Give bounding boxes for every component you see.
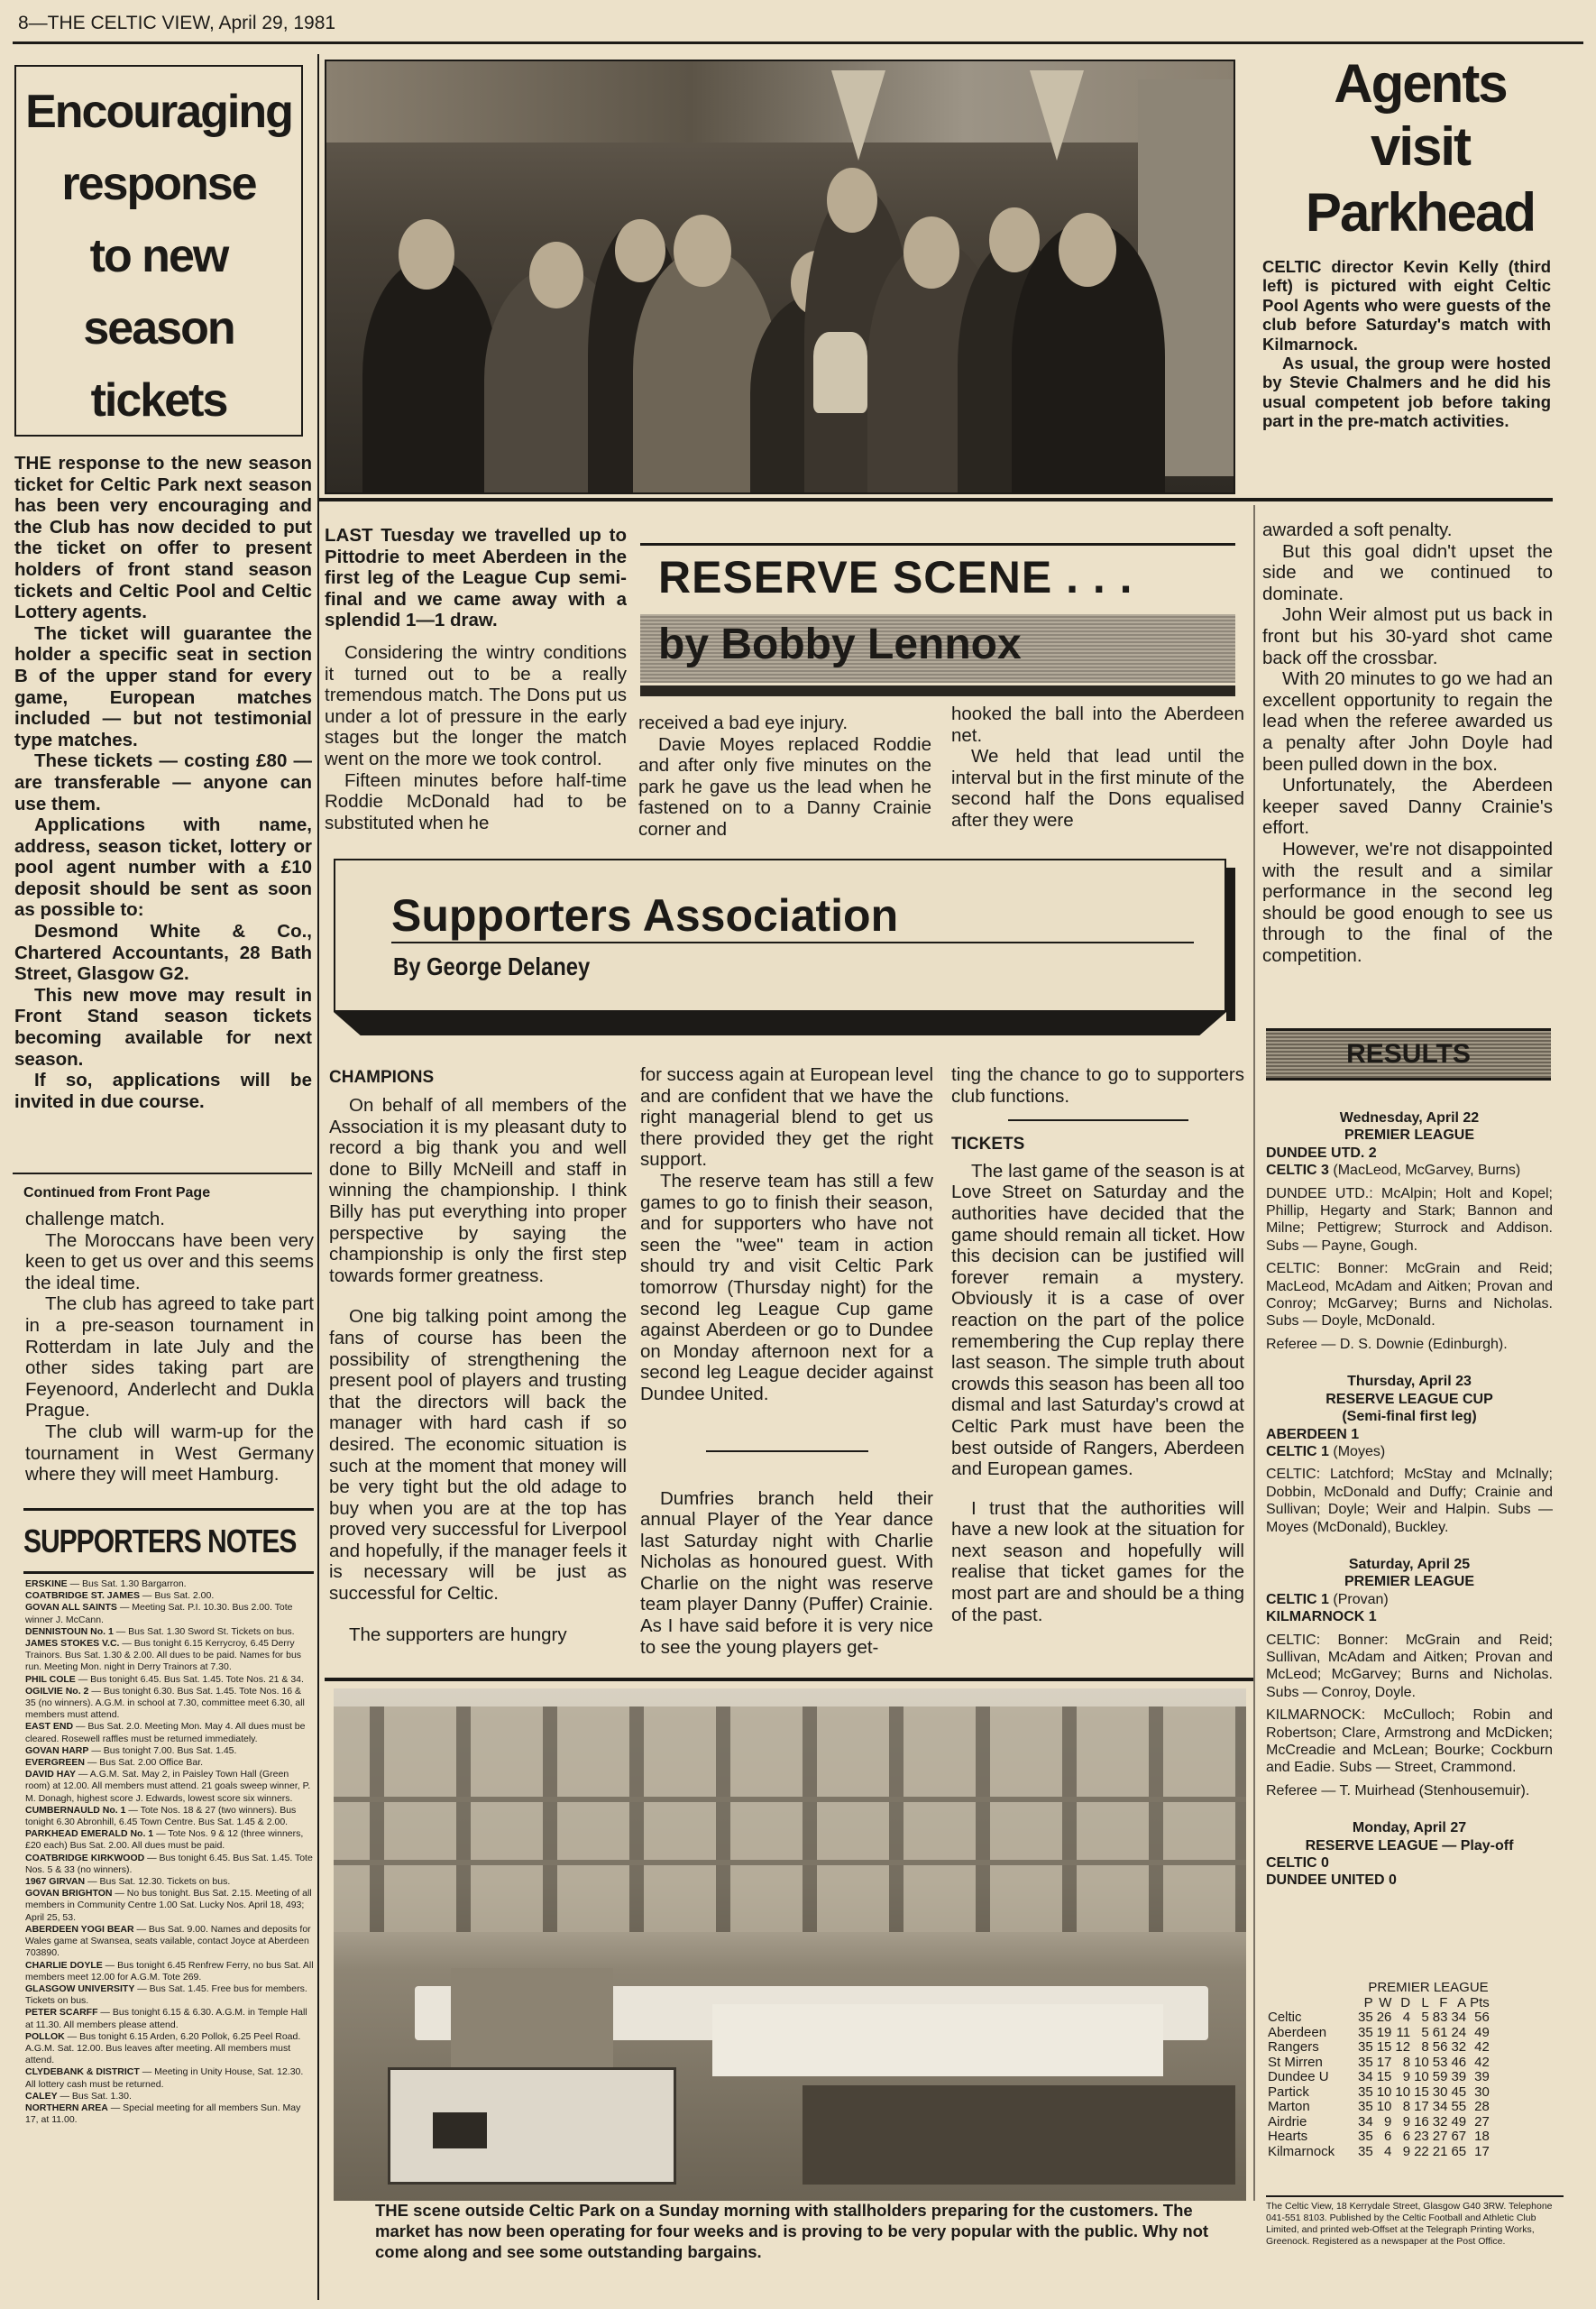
league-table-cell: 27 <box>1432 2129 1448 2144</box>
league-table-cell: 42 <box>1474 2054 1490 2070</box>
league-table-team: Marton <box>1268 2099 1310 2114</box>
league-table-cell: 10 <box>1376 2084 1392 2100</box>
table-row <box>1266 2145 1491 2160</box>
supporters-note-branch: NORTHERN AREA <box>25 2102 108 2113</box>
tickets-headline-5: tickets <box>90 374 227 427</box>
tickets-para: THE response to the new season ticket for Celtic Park next season has been very encouraging and the Club has now decided to put the ticket on offer to present holders of front stand season tickets and Celtic Pool and Celtic Lottery agents. <box>14 453 312 623</box>
league-table-cell: 19 <box>1376 2024 1392 2040</box>
result-line: CELTIC 3 (MacLeod, McGarvey, Burns) <box>1266 1163 1521 1179</box>
table-row <box>1266 2010 1491 2026</box>
league-table-cell: 35 <box>1358 2010 1373 2025</box>
league-table-cell: 6 <box>1402 2129 1411 2144</box>
league-table-col-header: A <box>1457 1994 1467 2010</box>
supporters-note-item <box>25 1924 314 1960</box>
table-row <box>1266 2056 1491 2071</box>
result-line: CELTIC 0 <box>1266 1855 1329 1872</box>
league-table-cell: 34 <box>1358 2113 1373 2130</box>
supporters-note-text: — Bus tonight 6.45. Bus Sat. 1.45. Tote Nos. 5 & 33 (no winners). <box>25 1852 313 1875</box>
result-competition: RESERVE LEAGUE — Play-off <box>1305 1837 1514 1854</box>
supporters-notes-list <box>25 1578 314 2300</box>
tickets-headline-2: response <box>61 158 256 210</box>
agents-headline <box>1255 52 1585 260</box>
reserve-para: Davie Moyes replaced Roddie and after only five minutes on the park he gave us the lead when he fastened on to a Danny Crainie corner and <box>638 733 931 840</box>
league-table-cell: 12 <box>1395 2039 1411 2055</box>
agents-para: As usual, the group were hosted by Stevie Chalmers and he did his usual competent job before taking part in the pre-match activities. <box>1262 354 1551 431</box>
supporters-assoc-banner <box>334 859 1235 1048</box>
league-table-cell: 6 <box>1384 2129 1392 2144</box>
supporters-note-text: — Bus Sat. 9.00. Names and deposits for Wales game at Swansea, seats vailable, contact Joyce at Aberdeen 703890. <box>25 1923 311 1959</box>
supporters-note-text: — Bus tonight 6.15 Kerrycroy, 6.45 Derry Trainors. Bus Sat. 1.30 & 2.00. All dues to be paid. Names for bus run. Meeting Mon. night in Derry Trainors at 7.30. <box>25 1638 302 1673</box>
league-table-cell: 8 <box>1421 2039 1429 2055</box>
league-table-team: Hearts <box>1268 2129 1308 2144</box>
agents-photo <box>325 60 1235 494</box>
supporters-note-text: — Bus tonight 7.00. Bus Sat. 1.45. <box>88 1744 237 1756</box>
result-line: CELTIC 1 (Provan) <box>1266 1591 1389 1607</box>
league-table-cell: 22 <box>1414 2143 1429 2159</box>
league-table-cell: 59 <box>1432 2069 1448 2084</box>
supporters-assoc-title: Supporters Association <box>391 890 899 941</box>
table-row <box>1266 2100 1491 2115</box>
col-rule-right <box>1253 505 1255 2201</box>
supporters-note-branch: CLYDEBANK & DISTRICT <box>25 2066 140 2078</box>
supporters-note-branch: DENNISTOUN No. 1 <box>25 1625 114 1637</box>
supporters-note-text: — Bus Sat. 1.45. Free bus for members. Tickets on bus. <box>25 1982 307 2007</box>
sa-para: for success again at European level and are confident that we have the right managerial blend to get us there provided they get the right support. <box>640 1064 933 1171</box>
supporters-note-branch: EVERGREEN <box>25 1757 85 1769</box>
league-table-cell: 35 <box>1358 2024 1373 2040</box>
league-table-cell: 55 <box>1451 2099 1467 2114</box>
masthead-rule <box>13 41 1583 44</box>
supporters-note-item <box>25 2066 314 2090</box>
supporters-note-branch: PETER SCARFF <box>25 2007 98 2019</box>
league-table-cell: 24 <box>1451 2024 1467 2040</box>
reserve-para: Considering the wintry conditions it turned out to be a really tremendous match. The Dons put us under a lot of pressure in the early stages but the longer the match went on the more we took control. <box>325 642 627 769</box>
league-table-cell: 17 <box>1474 2143 1490 2159</box>
league-table-cell: 30 <box>1432 2084 1448 2100</box>
results-list <box>1266 1109 1553 1984</box>
league-table-team: Rangers <box>1268 2039 1319 2055</box>
league-table-cell: 17 <box>1414 2099 1429 2114</box>
result-line: KILMARNOCK: McCulloch; Robin and Robertson; Clare, Armstrong and McDicken; McCreadie and McLean; Bourke; Cockburn and Eadie. Subs — Street, Crammond. <box>1266 1707 1553 1776</box>
tickets-headline-4: season <box>83 302 234 354</box>
table-row <box>1266 2085 1491 2101</box>
supporters-note-item <box>25 1626 314 1638</box>
tickets-para: This new move may result in Front Stand season tickets becoming available for next season. <box>14 984 312 1070</box>
supporters-note-text: — Bus Sat. 2.0. Meeting Mon. May 4. All dues must be cleared. Rosewell raffles must be returned immediately. <box>25 1721 306 1744</box>
league-table-team: Airdrie <box>1268 2113 1307 2130</box>
league-table-cell: 11 <box>1396 2024 1411 2040</box>
supporters-note-branch: OGILVIE No. 2 <box>25 1685 89 1697</box>
league-table-cell: 35 <box>1358 2084 1373 2100</box>
league-table-cell: 26 <box>1376 2010 1392 2025</box>
league-table-col-header: L <box>1421 1994 1429 2010</box>
supporters-note-item <box>25 1888 314 1924</box>
supporters-note-text: — Bus Sat. 1.30. <box>57 2090 132 2102</box>
sa-para: Dumfries branch held their annual Player of the Year dance last Saturday night with Charlie Nicholas as honoured guest. With Charlie on the night was reserve team player Danny (Puffer) Crainie. As I have said before it is very nice to see the young players get- <box>640 1487 933 1658</box>
supporters-note-text: — Tote Nos. 18 & 27 (two winners). Bus tonight 6.30 Abronhill, 6.45 Town Centre. Bus Sat. 1.45 & 2.00. <box>25 1804 297 1828</box>
photo-under-rule <box>317 498 1553 501</box>
tickets-heading: TICKETS <box>951 1135 1025 1154</box>
league-table <box>1266 1981 1564 2175</box>
supporters-note-text: — Bus tonight 6.45. Bus Sat. 1.45. Tote Nos. 21 & 34. <box>75 1673 304 1685</box>
league-table-cell: 65 <box>1451 2143 1467 2159</box>
supporters-note-text: — Meeting Sat. P.I. 10.30. Bus 2.00. Tote winner J. McCann. <box>25 1602 293 1625</box>
sa-para: ting the chance to go to supporters club functions. <box>951 1064 1244 1107</box>
league-table-cell: 15 <box>1376 2069 1392 2084</box>
league-table-cell: 49 <box>1451 2113 1467 2130</box>
league-table-cell: 32 <box>1451 2039 1467 2055</box>
supporters-note-text: — Bus tonight 6.15 Arden, 6.20 Pollok, 6.25 Peel Road. A.G.M. Sat. 12.00. Bus leaves after meeting. All members must attend. <box>25 2030 301 2066</box>
supporters-note-item <box>25 1638 314 1674</box>
result-competition: PREMIER LEAGUE <box>1344 1574 1474 1590</box>
champions-heading: CHAMPIONS <box>329 1068 435 1087</box>
league-table-cell: 5 <box>1421 2010 1429 2025</box>
reserve-scene-byline: by Bobby Lennox <box>658 621 1022 668</box>
league-table-col-header: P <box>1363 1994 1373 2010</box>
reserve-para: awarded a soft penalty. <box>1262 520 1453 540</box>
reserve-col1 <box>325 642 627 848</box>
reserve-col2 <box>638 713 931 848</box>
league-table-cell: 18 <box>1474 2129 1490 2144</box>
league-table-cell: 61 <box>1432 2024 1448 2040</box>
continued-para: The club will warm-up for the tournament in West Germany where they will meet Hamburg. <box>25 1421 314 1486</box>
supporters-note-text: — Tote Nos. 9 & 12 (three winners, £20 each) Bus Sat. 2.00. All dues must be paid. <box>25 1828 304 1852</box>
league-table-cell: 4 <box>1402 2010 1411 2025</box>
league-table-cell: 16 <box>1414 2113 1429 2130</box>
league-table-col-header: D <box>1400 1994 1411 2010</box>
supporters-note-text: — Special meeting for all members Sun. May 17, at 11.00. <box>25 2102 301 2126</box>
league-table-cell: 21 <box>1432 2143 1448 2159</box>
result-line: ABERDEEN 1 <box>1266 1426 1360 1442</box>
result-date: Saturday, April 25 <box>1348 1556 1471 1572</box>
reserve-col4 <box>1262 520 1553 1007</box>
agents-headline-3: Parkhead <box>1305 182 1536 243</box>
tickets-para: If so, applications will be invited in due course. <box>14 1070 312 1112</box>
market-photo <box>334 1688 1246 2201</box>
supporters-note-item <box>25 1805 314 1828</box>
supporters-note-branch: POLLOK <box>25 2030 65 2042</box>
reserve-col3 <box>951 704 1244 848</box>
reserve-para: With 20 minutes to go we had an excellent opportunity to regain the lead when the referee awarded us a penalty after John Doyle had been pulled down in the box. <box>1262 668 1553 775</box>
supporters-assoc-byline: By George Delaney <box>393 952 591 980</box>
supporters-note-branch: CUMBERNAULD No. 1 <box>25 1804 126 1816</box>
continued-para: The Moroccans have been very keen to get us over and this seems the ideal time. <box>25 1229 314 1293</box>
league-table-cell: 56 <box>1474 2010 1490 2025</box>
league-table-cell: 9 <box>1402 2143 1411 2159</box>
tickets-headline-1: Encouraging <box>25 86 292 138</box>
tickets-headline-box <box>14 65 303 437</box>
league-table-cell: 17 <box>1376 2054 1392 2070</box>
market-rule <box>325 1678 1253 1681</box>
left-divider <box>13 1173 312 1174</box>
result-line: Referee — D. S. Downie (Edinburgh). <box>1266 1336 1508 1352</box>
reserve-para: hooked the ball into the Aberdeen net. <box>951 704 1244 746</box>
sa-col2 <box>640 1064 933 1678</box>
league-table-cell: 49 <box>1474 2024 1490 2040</box>
result-line: KILMARNOCK 1 <box>1266 1609 1377 1625</box>
supporters-note-text: — Bus tonight 6.30. Bus Sat. 1.45. Tote Nos. 16 & 35 (no winners). A.G.M. in school at 7.30, committee meet 6.30, all members must attend. <box>25 1685 305 1721</box>
col-rule-left <box>317 54 319 2300</box>
supporters-note-item <box>25 1602 314 1625</box>
supporters-note-text: — Bus tonight 6.15 & 6.30. A.G.M. in Temple Hall at 11.30. All members please attend. <box>25 2007 307 2030</box>
league-table-team: Dundee U <box>1268 2069 1329 2084</box>
supporters-note-branch: 1967 GIRVAN <box>25 1876 86 1888</box>
league-table-cell: 27 <box>1474 2113 1490 2130</box>
league-table-cell: 34 <box>1451 2010 1467 2025</box>
reserve-para: We held that lead until the interval but in the first minute of the second half the Dons equalised after they were <box>951 746 1244 831</box>
league-table-team: Partick <box>1268 2084 1309 2100</box>
result-block <box>1266 1819 1553 1890</box>
supporters-note-branch: GOVAN HARP <box>25 1744 89 1756</box>
result-competition: PREMIER LEAGUE <box>1344 1127 1474 1144</box>
supporters-note-branch: ABERDEEN YOGI BEAR <box>25 1923 134 1935</box>
notes-rule-mid <box>23 1571 314 1574</box>
reserve-para: John Weir almost put us back in front but his 30-yard shot came back off the crossbar. <box>1262 604 1553 668</box>
supporters-note-item <box>25 1853 314 1876</box>
supporters-note-branch: CALEY <box>25 2090 58 2102</box>
league-table-cell: 9 <box>1384 2113 1392 2130</box>
table-row <box>1266 2040 1491 2056</box>
league-table-cell: 30 <box>1474 2084 1490 2100</box>
table-row <box>1266 2026 1491 2041</box>
agents-headline-1: Agents <box>1334 53 1507 114</box>
supporters-note-item <box>25 1590 314 1602</box>
league-table-grid <box>1266 1996 1491 2160</box>
continued-label: Continued from Front Page <box>23 1185 211 1200</box>
reserve-para: But this goal didn't upset the side and we continued to dominate. <box>1262 540 1553 604</box>
table-row <box>1266 2070 1491 2085</box>
league-table-cell: 9 <box>1402 2069 1411 2084</box>
result-date: Monday, April 27 <box>1352 1820 1467 1836</box>
tickets-headline-3: to new <box>89 230 228 282</box>
supporters-note-branch: PARKHEAD EMERALD No. 1 <box>25 1828 154 1840</box>
supporters-note-item <box>25 1674 314 1686</box>
result-date: Wednesday, April 22 <box>1339 1110 1480 1126</box>
result-block <box>1266 1556 1553 1799</box>
supporters-note-text: — Bus tonight 6.45 Renfrew Ferry, no bus Sat. All members meet 12.00 for A.G.M. Tote 269. <box>25 1959 314 1982</box>
league-table-cell: 53 <box>1432 2054 1448 2070</box>
agents-headline-2: visit <box>1370 116 1471 177</box>
league-table-cell: 8 <box>1402 2054 1411 2070</box>
league-table-cell: 67 <box>1451 2129 1467 2144</box>
league-table-cell: 10 <box>1414 2054 1429 2070</box>
supporters-note-item <box>25 1757 314 1769</box>
result-line: Referee — T. Muirhead (Stenhousemuir). <box>1266 1782 1530 1798</box>
reserve-para: Fifteen minutes before half-time Roddie McDonald had to be substituted when he <box>325 769 627 833</box>
reserve-para: Unfortunately, the Aberdeen keeper saved Danny Crainie's effort. <box>1262 775 1553 839</box>
supporters-note-item <box>25 1876 314 1888</box>
sa-para: The supporters are hungry <box>349 1624 567 1645</box>
supporters-note-item <box>25 2007 314 2030</box>
continued-body <box>25 1209 314 1497</box>
table-row <box>1266 2115 1491 2130</box>
supporters-note-item <box>25 1578 314 1590</box>
league-table-cell: 5 <box>1421 2024 1429 2040</box>
result-line: CELTIC: Latchford; McStay and McInally; Dobbin, McDonald and Duffy; Crainie and Sullivan; Doyle; Weir and Halpin. Subs — Moyes (McDonald), Buckley. <box>1266 1467 1553 1535</box>
reserve-lead: LAST Tuesday we travelled up to Pittodrie to meet Aberdeen in the first leg of the League Cup semi-final and we came away with a splendid 1—1 draw. <box>325 525 627 631</box>
league-table-cell: 15 <box>1414 2084 1429 2100</box>
notes-rule-top <box>23 1508 314 1511</box>
result-line: DUNDEE UNITED 0 <box>1266 1872 1397 1889</box>
supporters-note-text: — No bus tonight. Bus Sat. 2.15. Meeting of all members in Community Centre 1.00 Sat. Lucky Nos. April 18, 493; April 25, 53. <box>25 1888 312 1923</box>
reserve-scene-banner <box>640 543 1235 696</box>
league-table-cell: 39 <box>1451 2069 1467 2084</box>
league-table-cell: 8 <box>1402 2099 1411 2114</box>
result-line: DUNDEE UTD.: McAlpin; Holt and Kopel; Phillip, Hegarty and Stark; Bannon and Milne; Pettigrew; Sturrock and Addison. Subs — Payne, Gough. <box>1266 1185 1553 1254</box>
result-block <box>1266 1109 1553 1353</box>
sa-para: The reserve team has still a few games to go to finish their season, and for supporters who have not seen the "wee" team in action should try and visit Celtic Park tomorrow (Thursday night) for the second leg League Cup game against Aberdeen or go to Dundee on Monday afternoon next for a second leg League decider against Dundee United. <box>640 1170 933 1404</box>
league-table-cell: 56 <box>1432 2039 1448 2055</box>
result-competition: RESERVE LEAGUE CUP <box>1325 1391 1493 1407</box>
league-table-cell: 35 <box>1358 2143 1373 2159</box>
imprint: The Celtic View, 18 Kerrydale Street, Glasgow G40 3RW. Telephone 041-551 8103. Published by the Celtic Football and Athletic Club Limited, and printed web-Offset at the Telegraph Printing Works, Greenock. Registered as a newspaper at the Post Office. <box>1266 2195 1564 2300</box>
league-table-col-header: F <box>1439 1994 1448 2010</box>
league-table-cell: 10 <box>1395 2084 1411 2100</box>
supporters-note-item <box>25 1983 314 2007</box>
supporters-note-item <box>25 1745 314 1757</box>
league-table-col-header: Pts <box>1470 1994 1490 2010</box>
supporters-note-text: — A.G.M. Sat. May 2, in Paisley Town Hall (Green room) at 12.00. All members must attend. 21 goals sweep winner, P. M. Donagh, highest score J. Edwards, lowest score six winners. <box>25 1769 311 1804</box>
supporters-note-text: — Meeting in Unity House, Sat. 12.30. All lottery cash must be returned. <box>25 2066 304 2090</box>
result-line: CELTIC: Bonner: McGrain and Reid; Sullivan, McAdam and Aitken; Provan and McLeod; McGarvey; Burns and Nicholas. Subs — Conroy, Doyle. <box>1266 1632 1553 1700</box>
continued-para: challenge match. <box>25 1209 165 1229</box>
tickets-para: Applications with name, address, season ticket, lottery or pool agent number with a £10 deposit should be sent as soon as possible to: <box>14 814 312 921</box>
agents-story-body <box>1262 257 1551 496</box>
reserve-para: However, we're not disappointed with the result and a similar performance in the second leg should be good enough to see us through to the final of the competition. <box>1262 838 1553 966</box>
league-table-title: PREMIER LEAGUE <box>1368 1981 1489 1995</box>
result-line: CELTIC 1 (Moyes) <box>1266 1443 1386 1459</box>
league-table-cell: 34 <box>1432 2099 1448 2114</box>
league-table-team: Aberdeen <box>1268 2024 1327 2040</box>
supporters-note-item <box>25 2091 314 2102</box>
league-table-cell: 23 <box>1414 2129 1429 2144</box>
league-table-cell: 10 <box>1376 2099 1392 2114</box>
league-table-team: St Mirren <box>1268 2054 1323 2070</box>
supporters-note-branch: CHARLIE DOYLE <box>25 1959 103 1971</box>
league-table-cell: 9 <box>1402 2113 1411 2130</box>
result-block <box>1266 1373 1553 1536</box>
league-table-cell: 42 <box>1474 2039 1490 2055</box>
reserve-para: received a bad eye injury. <box>638 713 848 733</box>
league-table-cell: 35 <box>1358 2054 1373 2070</box>
sa-col1 <box>329 1095 627 1681</box>
supporters-note-branch: COATBRIDGE ST. JAMES <box>25 1590 140 1602</box>
league-table-cell: 35 <box>1358 2129 1373 2144</box>
supporters-notes-title: SUPPORTERS NOTES <box>23 1524 297 1560</box>
league-table-cell: 32 <box>1432 2113 1448 2130</box>
league-table-header <box>1266 1996 1491 2011</box>
supporters-note-branch: GOVAN ALL SAINTS <box>25 1602 117 1614</box>
sa-para: On behalf of all members of the Association it is my pleasant duty to record a big thank you and well done to Billy McNeill and staff in winning the championship. I think Billy has put everything into proper perspective by saying the championship is only the first step towards former greatness. <box>329 1095 627 1286</box>
results-title: RESULTS <box>1346 1039 1471 1069</box>
league-table-cell: 34 <box>1358 2069 1373 2084</box>
supporters-note-item <box>25 1769 314 1805</box>
sa-para: The last game of the season is at Love Street on Saturday and the authorities have decided that the game should remain all ticket. How this decision can be justified will forever remain a mystery. Obviously it is a case of over reaction on the part of the police remembering the Cup replay there last season. The simple truth about crowds this season has been all too dismal and last Saturday's crowd at Celtic Park must have been the best outside of Rangers, Aberdeen and European games. <box>951 1160 1244 1480</box>
supporters-note-branch: DAVID HAY <box>25 1769 77 1780</box>
supporters-note-item <box>25 1721 314 1744</box>
league-table-cell: 28 <box>1474 2099 1490 2114</box>
supporters-note-item <box>25 1828 314 1852</box>
supporters-note-branch: EAST END <box>25 1721 74 1733</box>
league-table-cell: 39 <box>1474 2069 1490 2084</box>
league-table-team: Celtic <box>1268 2010 1302 2025</box>
supporters-note-text: — Bus Sat. 2.00. <box>139 1590 215 1602</box>
league-table-cell: 15 <box>1376 2039 1392 2055</box>
league-table-cell: 4 <box>1384 2143 1392 2159</box>
league-table-cell: 35 <box>1358 2039 1373 2055</box>
result-line: DUNDEE UTD. 2 <box>1266 1145 1377 1161</box>
tickets-para: These tickets — costing £80 — are transferable — anyone can use them. <box>14 750 312 814</box>
supporters-note-branch: JAMES STOKES V.C. <box>25 1638 120 1650</box>
supporters-note-item <box>25 2102 314 2126</box>
league-table-col-header: W <box>1379 1994 1392 2010</box>
supporters-note-branch: GLASGOW UNIVERSITY <box>25 1982 135 1994</box>
tickets-para: The ticket will guarantee the holder a specific seat in section B of the upper stand for every game, European matches included — but not testimonial type matches. <box>14 622 312 750</box>
supporters-note-item <box>25 1960 314 1983</box>
sa-col3 <box>951 1064 1244 1678</box>
supporters-note-text: — Bus Sat. 2.00 Office Bar. <box>84 1757 204 1769</box>
table-row <box>1266 2130 1491 2145</box>
league-table-cell: 46 <box>1451 2054 1467 2070</box>
league-table-cell: 45 <box>1451 2084 1467 2100</box>
supporters-note-branch: ERSKINE <box>25 1578 68 1589</box>
supporters-note-branch: GOVAN BRIGHTON <box>25 1888 113 1900</box>
market-caption: THE scene outside Celtic Park on a Sunday morning with stallholders preparing for the customers. The market has now been operating for four weeks and is proving to be very popular with the public. Why not come along and see some outstanding bargains. <box>375 2201 1209 2261</box>
sa-para: I trust that the authorities will have a new look at the situation for next season and hopefully will realise that ticket games for the most part are and should be a thing of the past. <box>951 1497 1244 1625</box>
tickets-story-body <box>14 453 312 1192</box>
supporters-note-text: — Bus Sat. 1.30 Sword St. Tickets on bus. <box>113 1625 295 1637</box>
league-table-cell: 83 <box>1432 2010 1448 2025</box>
reserve-scene-title: RESERVE SCENE . . . <box>658 552 1133 603</box>
agents-para: CELTIC director Kevin Kelly (third left) is pictured with eight Celtic Pool Agents who were guests of the club before Saturday's match with Kilmarnock. <box>1262 257 1551 354</box>
supporters-note-item <box>25 1686 314 1722</box>
masthead: 8—THE CELTIC VIEW, April 29, 1981 <box>18 13 336 33</box>
supporters-note-branch: COATBRIDGE KIRKWOOD <box>25 1852 145 1863</box>
supporters-note-text: — Bus Sat. 1.30 Bargarron. <box>67 1578 187 1589</box>
league-table-team: Kilmarnock <box>1268 2143 1335 2159</box>
result-subtitle: (Semi-final first leg) <box>1342 1409 1477 1425</box>
results-banner <box>1266 1028 1551 1081</box>
result-line: CELTIC: Bonner: McGrain and Reid; MacLeod, McAdam and Aitken; Provan and Conroy; McGarvey; Burns and Nicholas. Subs — Doyle, McDonald. <box>1266 1261 1553 1329</box>
continued-para: The club has agreed to take part in a pre-season tournament in Rotterdam in late July and the other sides taking part are Feyenoord, Anderlecht and Dukla Prague. <box>25 1293 314 1421</box>
result-date: Thursday, April 23 <box>1347 1374 1472 1390</box>
supporters-note-text: — Bus Sat. 12.30. Tickets on bus. <box>85 1876 231 1888</box>
sa-para: One big talking point among the fans of course has been the possibility of strengthening the present pool of players and trusting that the directors will back the manager with hard cash if so desired. The economic situation is such at the moment that money will be very tight but the old adage to buy when you are at the top has proved very successful for Liverpool and hopefully, if the manager feels it is necessary will be just as successful for Celtic. <box>329 1306 627 1605</box>
league-table-cell: 35 <box>1358 2099 1373 2114</box>
tickets-para: Desmond White & Co., Chartered Accountants, 28 Bath Street, Glasgow G2. <box>14 921 312 985</box>
league-table-cell: 10 <box>1414 2069 1429 2084</box>
supporters-note-branch: PHIL COLE <box>25 1673 76 1685</box>
supporters-note-item <box>25 2031 314 2067</box>
